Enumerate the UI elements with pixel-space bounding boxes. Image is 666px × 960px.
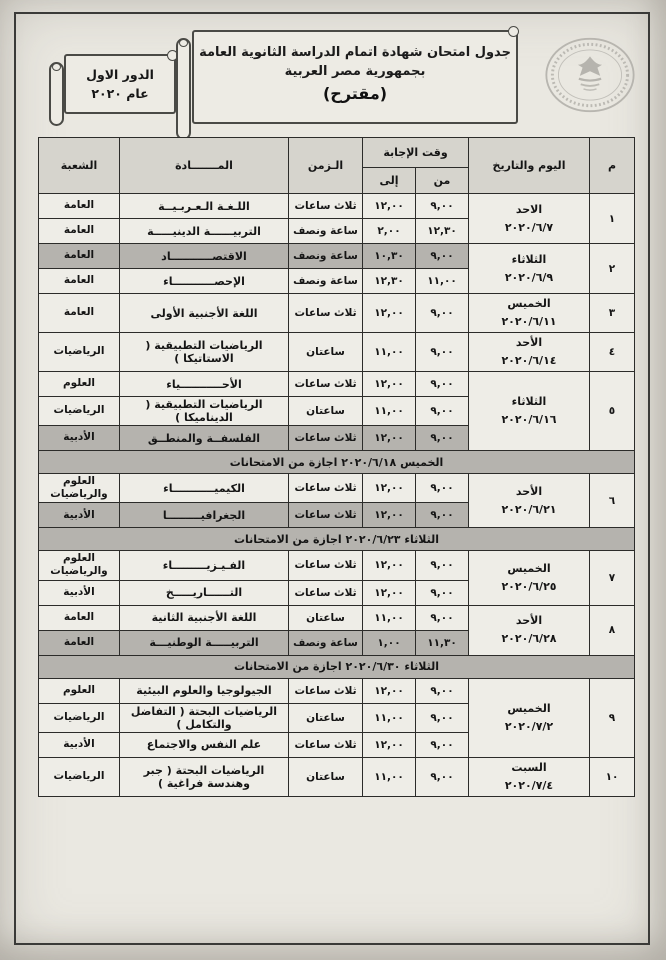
time-from-cell: ٩,٠٠ xyxy=(416,703,469,732)
row-number: ٥ xyxy=(590,372,635,451)
exam-row xyxy=(39,372,635,397)
subject-cell: الرياضيات البحتة ( جبر وهندسة فراغية ) xyxy=(120,757,289,796)
duration-cell: ساعتان xyxy=(289,397,363,426)
subject-cell: الجيولوجيا والعلوم البيئية xyxy=(120,678,289,703)
subject-cell: الجغرافيـــــــــا xyxy=(120,503,289,528)
holiday-text: الخميس ٢٠٢٠/٦/١٨ اجازة من الامتحانات xyxy=(39,451,635,474)
row-number: ١ xyxy=(590,194,635,244)
time-from-cell: ٩,٠٠ xyxy=(416,503,469,528)
branch-cell: العامة xyxy=(39,244,120,269)
date-value: ٢٠٢٠/٦/١٦ xyxy=(501,413,557,426)
branch-cell: العامة xyxy=(39,630,120,655)
duration-cell: ساعة ونصف xyxy=(289,244,363,269)
subject-cell: الفلسفــة والمنطــق xyxy=(120,426,289,451)
schedule-header xyxy=(39,138,635,194)
schedule-title-line1: جدول امتحان شهادة اتمام الدراسة الثانوية العامة xyxy=(199,45,511,60)
row-number: ٢ xyxy=(590,244,635,294)
row-number: ٣ xyxy=(590,294,635,333)
branch-cell: الأدبية xyxy=(39,503,120,528)
time-from-cell: ٩,٠٠ xyxy=(416,294,469,333)
row-number: ٤ xyxy=(590,333,635,372)
duration-cell: ساعة ونصف xyxy=(289,219,363,244)
subject-cell: الأحـــــــــــياء xyxy=(120,372,289,397)
title-banner-curl xyxy=(508,26,519,37)
day-date-cell xyxy=(469,333,590,372)
ministry-seal-icon xyxy=(543,36,637,114)
time-to-cell: ١٢,٠٠ xyxy=(363,551,416,580)
subject-cell: التربيـــــة الوطنيـــة xyxy=(120,630,289,655)
date-value: ٢٠٢٠/٧/٤ xyxy=(504,778,554,792)
branch-cell: العلوم والرياضيات xyxy=(39,551,120,580)
date-value: ٢٠٢٠/٧/٢ xyxy=(504,719,554,733)
day-name: الثلاثاء xyxy=(511,252,547,266)
duration-cell: ثلاث ساعات xyxy=(289,580,363,605)
header-answer-time: وقت الإجابة xyxy=(363,138,469,168)
time-from-cell: ٩,٠٠ xyxy=(416,397,469,426)
time-from-cell: ٩,٠٠ xyxy=(416,372,469,397)
exam-row xyxy=(39,333,635,372)
holiday-row xyxy=(39,655,635,678)
date-value: ٢٠٢٠/٦/١١ xyxy=(501,315,557,328)
time-to-cell: ١١,٠٠ xyxy=(363,703,416,732)
date-value: ٢٠٢٠/٦/٢١ xyxy=(501,502,557,516)
row-number: ١٠ xyxy=(590,757,635,796)
day-date-cell xyxy=(469,605,590,655)
time-from-cell: ٩,٠٠ xyxy=(416,580,469,605)
branch-cell: العلوم xyxy=(39,678,120,703)
branch-cell: العامة xyxy=(39,269,120,294)
subject-cell: اللغة الأجنبية الثانية xyxy=(120,605,289,630)
date-value: ٢٠٢٠/٦/١٤ xyxy=(501,354,557,367)
exam-row xyxy=(39,294,635,333)
day-name: الخميس xyxy=(507,701,551,715)
title-banner-scroll-roll xyxy=(176,38,191,140)
time-to-cell: ١٢,٠٠ xyxy=(363,194,416,219)
branch-cell: العلوم xyxy=(39,372,120,397)
exam-round-line2: عام ٢٠٢٠ xyxy=(91,86,149,102)
day-date-cell xyxy=(469,678,590,757)
header-branch: الشعبة xyxy=(39,138,120,194)
subject-cell: اللـغـة الـعـربـيــة xyxy=(120,194,289,219)
subject-cell: الاقتصـــــــــــاد xyxy=(120,244,289,269)
subject-cell: الرياضيات التطبيقية ( الديناميكا ) xyxy=(120,397,289,426)
duration-cell: ثلاث ساعات xyxy=(289,194,363,219)
schedule-title-banner xyxy=(192,30,518,124)
row-number: ٩ xyxy=(590,678,635,757)
header-to: إلى xyxy=(363,168,416,194)
branch-cell: العامة xyxy=(39,219,120,244)
day-name: الأحد xyxy=(515,614,543,628)
time-from-cell: ٩,٠٠ xyxy=(416,732,469,757)
duration-cell: ساعتان xyxy=(289,333,363,372)
time-from-cell: ٩,٠٠ xyxy=(416,426,469,451)
branch-cell: الرياضيات xyxy=(39,397,120,426)
exam-row xyxy=(39,757,635,796)
time-from-cell: ١٢,٣٠ xyxy=(416,219,469,244)
day-date-cell xyxy=(469,194,590,244)
subject-cell: الكيميـــــــــــاء xyxy=(120,474,289,503)
day-name: الثلاثاء xyxy=(511,395,547,409)
duration-cell: ثلاث ساعات xyxy=(289,503,363,528)
time-from-cell: ٩,٠٠ xyxy=(416,333,469,372)
holiday-row xyxy=(39,451,635,474)
subject-cell: علم النفس والاجتماع xyxy=(120,732,289,757)
day-name: الأحد xyxy=(515,336,543,350)
time-from-cell: ١١,٣٠ xyxy=(416,630,469,655)
time-from-cell: ٩,٠٠ xyxy=(416,757,469,796)
time-to-cell: ١٢,٠٠ xyxy=(363,474,416,503)
branch-cell: الأدبية xyxy=(39,580,120,605)
day-date-cell xyxy=(469,757,590,796)
exam-row xyxy=(39,678,635,703)
schedule-title-line3: (مقترح) xyxy=(322,83,388,103)
exam-row xyxy=(39,194,635,219)
duration-cell: ساعتان xyxy=(289,605,363,630)
time-to-cell: ١٢,٣٠ xyxy=(363,269,416,294)
day-date-cell xyxy=(469,372,590,451)
duration-cell: ثلاث ساعات xyxy=(289,551,363,580)
header-subject: المـــــــادة xyxy=(120,138,289,194)
subject-cell: الفـيـزيـــــــــاء xyxy=(120,551,289,580)
subject-cell: الإحصـــــــــــاء xyxy=(120,269,289,294)
time-to-cell: ١٠,٣٠ xyxy=(363,244,416,269)
subject-cell: اللغة الأجنبية الأولى xyxy=(120,294,289,333)
branch-cell: الرياضيات xyxy=(39,757,120,796)
exam-row xyxy=(39,474,635,503)
time-from-cell: ٩,٠٠ xyxy=(416,551,469,580)
duration-cell: ساعة ونصف xyxy=(289,269,363,294)
holiday-row xyxy=(39,528,635,551)
time-from-cell: ٩,٠٠ xyxy=(416,194,469,219)
exam-round-banner xyxy=(64,54,176,114)
day-name: الخميس xyxy=(507,562,551,576)
schedule-title-line2: بجمهورية مصر العربية xyxy=(284,63,426,79)
exam-schedule-table xyxy=(38,137,635,797)
exam-row xyxy=(39,605,635,630)
day-name: السبت xyxy=(511,760,547,774)
time-from-cell: ٩,٠٠ xyxy=(416,678,469,703)
schedule-body xyxy=(39,194,635,797)
date-value: ٢٠٢٠/٦/٧ xyxy=(504,220,554,234)
branch-cell: العامة xyxy=(39,605,120,630)
date-value: ٢٠٢٠/٦/٢٥ xyxy=(501,579,557,593)
time-to-cell: ١,٠٠ xyxy=(363,630,416,655)
date-value: ٢٠٢٠/٦/٢٨ xyxy=(501,632,557,645)
header-duration: الـزمن xyxy=(289,138,363,194)
time-to-cell: ١١,٠٠ xyxy=(363,605,416,630)
duration-cell: ساعة ونصف xyxy=(289,630,363,655)
time-to-cell: ١٢,٠٠ xyxy=(363,678,416,703)
duration-cell: ثلاث ساعات xyxy=(289,732,363,757)
time-to-cell: ١١,٠٠ xyxy=(363,333,416,372)
exam-row xyxy=(39,244,635,269)
row-number: ٧ xyxy=(590,551,635,605)
branch-cell: الأدبية xyxy=(39,426,120,451)
branch-cell: العامة xyxy=(39,294,120,333)
time-to-cell: ١٢,٠٠ xyxy=(363,426,416,451)
day-name: الاحد xyxy=(515,202,543,216)
header-day-date: اليوم والتاريخ xyxy=(469,138,590,194)
row-number: ٨ xyxy=(590,605,635,655)
branch-cell: العامة xyxy=(39,194,120,219)
subject-cell: التــــــاريـــــخ xyxy=(120,580,289,605)
subject-cell: الرياضيات التطبيقية ( الاستاتيكا ) xyxy=(120,333,289,372)
exam-round-line1: الدور الاول xyxy=(86,67,154,82)
time-to-cell: ١١,٠٠ xyxy=(363,397,416,426)
day-date-cell xyxy=(469,474,590,528)
time-to-cell: ١٢,٠٠ xyxy=(363,294,416,333)
duration-cell: ثلاث ساعات xyxy=(289,426,363,451)
branch-cell: الأدبية xyxy=(39,732,120,757)
duration-cell: ساعتان xyxy=(289,703,363,732)
day-name: الخميس xyxy=(507,297,551,311)
branch-cell: الرياضيات xyxy=(39,333,120,372)
duration-cell: ثلاث ساعات xyxy=(289,474,363,503)
date-value: ٢٠٢٠/٦/٩ xyxy=(504,270,554,284)
day-date-cell xyxy=(469,551,590,605)
day-date-cell xyxy=(469,244,590,294)
time-to-cell: ١٢,٠٠ xyxy=(363,503,416,528)
time-to-cell: ١١,٠٠ xyxy=(363,757,416,796)
row-number: ٦ xyxy=(590,474,635,528)
header-number: م xyxy=(590,138,635,194)
time-from-cell: ٩,٠٠ xyxy=(416,605,469,630)
holiday-text: الثلاثاء ٢٠٢٠/٦/٢٣ اجازة من الامتحانات xyxy=(39,528,635,551)
time-from-cell: ٩,٠٠ xyxy=(416,244,469,269)
subject-cell: الرياضيات البحتة ( التفاضل والتكامل ) xyxy=(120,703,289,732)
holiday-text: الثلاثاء ٢٠٢٠/٦/٣٠ اجازة من الامتحانات xyxy=(39,655,635,678)
duration-cell: ساعتان xyxy=(289,757,363,796)
time-to-cell: ٢,٠٠ xyxy=(363,219,416,244)
header-from: من xyxy=(416,168,469,194)
left-banner-scroll-roll xyxy=(49,62,64,126)
time-to-cell: ١٢,٠٠ xyxy=(363,580,416,605)
branch-cell: العلوم والرياضيات xyxy=(39,474,120,503)
time-to-cell: ١٢,٠٠ xyxy=(363,372,416,397)
exam-row xyxy=(39,551,635,580)
duration-cell: ثلاث ساعات xyxy=(289,372,363,397)
duration-cell: ثلاث ساعات xyxy=(289,678,363,703)
time-from-cell: ١١,٠٠ xyxy=(416,269,469,294)
time-from-cell: ٩,٠٠ xyxy=(416,474,469,503)
time-to-cell: ١٢,٠٠ xyxy=(363,732,416,757)
branch-cell: الرياضيات xyxy=(39,703,120,732)
subject-cell: التربيــــــة الدينيـــــة xyxy=(120,219,289,244)
day-name: الأحد xyxy=(515,485,543,499)
duration-cell: ثلاث ساعات xyxy=(289,294,363,333)
day-date-cell xyxy=(469,294,590,333)
